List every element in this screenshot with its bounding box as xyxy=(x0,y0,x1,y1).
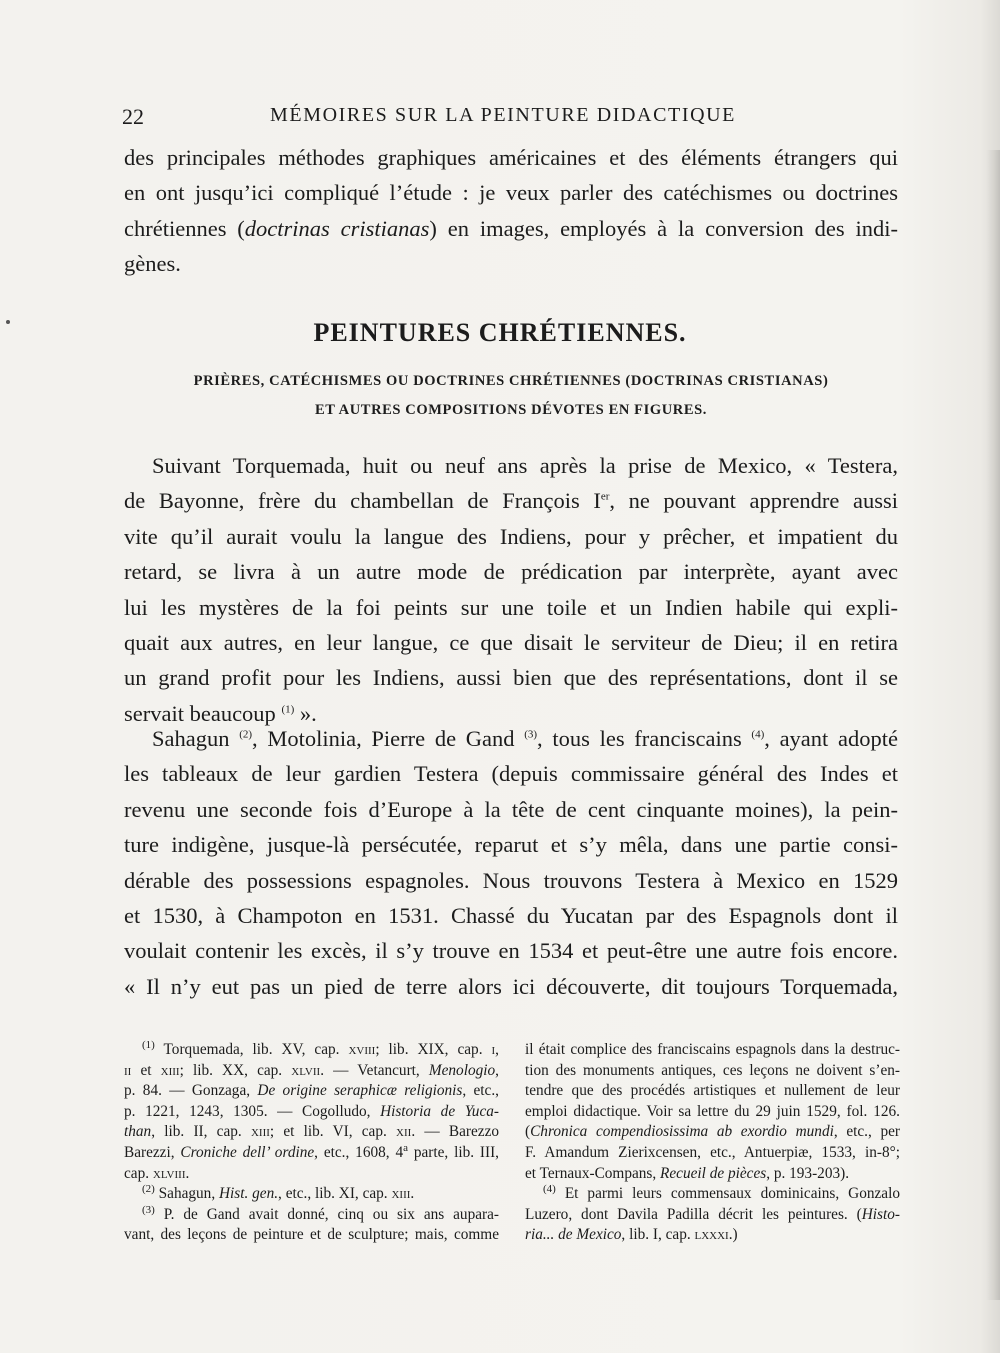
text-run: revenu une seconde fois d’Europe à la tête de cent cinquante moines), la pein- xyxy=(124,796,898,822)
text-run: . — Vetancurt, xyxy=(320,1061,429,1079)
footnote-line xyxy=(124,1205,499,1226)
text-run: quait aux autres, en leur langue, ce que disait le serviteur de Dieu; il en retira xyxy=(124,629,898,655)
text-line xyxy=(124,625,898,660)
text-run: de Bayonne, frère du chambellan de François I xyxy=(124,488,601,514)
text-run: les tableaux de leur gardien Testera (depuis commissaire général des Indes et xyxy=(124,761,898,787)
footnote-line xyxy=(525,1184,900,1205)
text-run: Et parmi leurs commensaux dominicains, Gonzalo xyxy=(555,1185,900,1203)
page-number: 22 xyxy=(122,104,144,129)
text-line xyxy=(124,246,898,281)
text-run: , tous les franciscains xyxy=(537,726,752,751)
text-line xyxy=(124,863,898,898)
section-subtitle-line: ET AUTRES COMPOSITIONS DÉVOTES EN FIGURES. xyxy=(314,402,708,418)
text-run: , etc., xyxy=(462,1082,499,1100)
text-run: gènes. xyxy=(124,251,181,277)
text-run: .) xyxy=(728,1226,738,1244)
note-reference: er xyxy=(600,490,610,503)
text-run: F. Amandum Zierixcensen, etc., Antuerpiæ, 1533, in-8°; xyxy=(525,1143,900,1161)
text-run: p. 1221, 1243, 1305. — Cogolludo, xyxy=(124,1102,381,1120)
text-run: ; et lib. VI, cap. xyxy=(269,1123,397,1141)
text-run: ) en images, employés à la conversion des indi- xyxy=(429,215,898,241)
paragraph-testera xyxy=(124,448,898,731)
text-run: cap. xyxy=(124,1164,153,1182)
paragraph-sahagun xyxy=(124,721,898,1004)
italic-text: Hist. gen. xyxy=(218,1185,279,1203)
text-run: Sahagun, xyxy=(154,1185,219,1203)
text-run: xviii xyxy=(348,1041,376,1058)
footnote-line xyxy=(525,1081,900,1102)
text-run: i xyxy=(491,1041,496,1058)
text-run: Suivant Torquemada, huit ou neuf ans après la prise de Mexico, « Testera, xyxy=(152,453,898,478)
text-line xyxy=(124,448,898,483)
text-line xyxy=(124,827,898,862)
text-run: , xyxy=(495,1061,499,1079)
footnote-line xyxy=(124,1040,499,1061)
text-run: servait beaucoup xyxy=(124,700,282,726)
text-run: chrétiennes ( xyxy=(124,215,245,241)
text-run: dérable des possessions espagnoles. Nous trouvons Testera à Mexico en 1529 xyxy=(124,867,898,893)
text-run: xii xyxy=(396,1123,412,1141)
footnotes-right-column xyxy=(525,1040,900,1246)
footnote-line xyxy=(525,1205,900,1226)
footnote-line xyxy=(124,1164,499,1185)
text-run: ». xyxy=(294,700,317,726)
italic-text: than xyxy=(124,1123,152,1141)
text-line xyxy=(124,792,898,827)
footnote-line xyxy=(124,1081,499,1102)
note-reference: (3) xyxy=(142,1203,155,1216)
text-run: Torquemada, lib. XV, cap. xyxy=(154,1041,349,1058)
section-subtitle xyxy=(124,367,898,425)
text-line xyxy=(124,140,898,175)
text-run: . xyxy=(185,1164,190,1182)
note-reference: (2) xyxy=(239,728,253,741)
text-run: , ne pouvant apprendre aussi xyxy=(609,488,898,514)
footnote-line xyxy=(525,1143,900,1164)
italic-text: Histo- xyxy=(861,1205,900,1223)
footnote-line xyxy=(124,1061,499,1082)
text-run: tion des monuments antiques, ces leçons ne doivent s’en- xyxy=(525,1061,900,1079)
note-reference: (1) xyxy=(142,1038,155,1051)
text-run: et xyxy=(131,1061,161,1079)
italic-text: Menologio xyxy=(428,1061,496,1079)
text-run: ture indigène, jusque-là persécutée, reparut et s’y mêla, dans une partie consi- xyxy=(124,832,898,858)
text-run: ii xyxy=(124,1061,132,1079)
text-run: . xyxy=(410,1185,415,1203)
text-run: retard, se livra à un autre mode de prédication par interprète, ayant avec xyxy=(124,559,898,585)
note-reference: (2) xyxy=(142,1183,155,1196)
text-run: emploi didactique. Voir sa lettre du 29 juin 1529, fol. 126. xyxy=(525,1102,900,1120)
running-header xyxy=(122,104,897,134)
text-line xyxy=(124,554,898,589)
text-run: . — Barezzo xyxy=(411,1123,500,1141)
text-run: , etc., 1608, 4 xyxy=(314,1143,404,1161)
text-run: un grand profit pour les Indiens, aussi bien que des représentations, dont il se xyxy=(124,665,898,691)
running-title: MÉMOIRES SUR LA PEINTURE DIDACTIQUE xyxy=(270,104,736,126)
text-line xyxy=(124,898,898,933)
text-run: , lib. II, cap. xyxy=(151,1123,251,1141)
text-run: ; lib. XX, cap. xyxy=(179,1061,292,1079)
text-run: parte, lib. III, xyxy=(407,1143,500,1161)
text-line xyxy=(124,660,898,695)
text-run: il était complice des franciscains espagnols dans la destruc- xyxy=(525,1041,900,1058)
footnote-line xyxy=(525,1122,900,1143)
text-run: , etc., lib. XI, cap. xyxy=(278,1185,392,1203)
footnote-line xyxy=(525,1040,900,1061)
text-run: xiii xyxy=(391,1185,411,1203)
text-run: , Motolinia, Pierre de Gand xyxy=(252,726,525,751)
text-run: Sahagun xyxy=(152,726,240,751)
note-reference: (4) xyxy=(751,728,765,741)
text-run: , ayant adopté xyxy=(764,726,898,751)
text-line xyxy=(124,590,898,625)
text-run: ( xyxy=(525,1123,531,1141)
text-run: , lib. I, cap. xyxy=(621,1226,695,1244)
text-run: , p. 193-203). xyxy=(766,1164,850,1182)
note-reference: (1) xyxy=(281,703,295,716)
italic-text: doctrinas cristianas xyxy=(244,215,430,241)
text-run: Barezzi, xyxy=(124,1143,181,1161)
text-run: « Il n’y eut pas un pied de terre alors ici découverte, dit toujours Torquemada, xyxy=(124,973,898,999)
footnotes-left-column xyxy=(124,1040,499,1246)
note-reference: (4) xyxy=(543,1183,556,1196)
text-run: xiii xyxy=(250,1123,270,1141)
text-run: xlviii xyxy=(152,1164,186,1182)
text-run: des principales méthodes graphiques américaines et des éléments étrangers qui xyxy=(124,145,898,170)
italic-text: ria... de Mexico xyxy=(525,1226,622,1244)
footnotes xyxy=(124,1040,898,1300)
text-line xyxy=(124,721,898,756)
footnote-line xyxy=(525,1102,900,1123)
italic-text: Chronica compendiosissima ab exordio mundi xyxy=(530,1123,834,1141)
text-line xyxy=(124,519,898,554)
italic-text: De origine seraphicæ religionis xyxy=(257,1082,463,1100)
text-run: en ont jusqu’ici compliqué l’étude : je veux parler des catéchismes ou doctrines xyxy=(124,180,898,206)
footnote-line xyxy=(525,1225,900,1246)
note-reference: (3) xyxy=(524,728,538,741)
footnote-line xyxy=(124,1225,499,1246)
text-line xyxy=(124,175,898,210)
italic-text: Recueil de pièces xyxy=(660,1164,767,1182)
text-run: ; lib. XIX, cap. xyxy=(375,1041,492,1058)
text-run: , etc., per xyxy=(833,1123,900,1141)
footnote-line xyxy=(525,1061,900,1082)
text-run: tendre que des procédés artistiques et nullement de leur xyxy=(525,1082,900,1100)
italic-text: Historia de Yuca- xyxy=(380,1102,499,1120)
text-run: xiii xyxy=(160,1061,180,1079)
text-line xyxy=(124,211,898,246)
text-run: xlvii xyxy=(291,1061,321,1079)
footnote-line xyxy=(124,1143,499,1164)
footnote-line xyxy=(124,1184,499,1205)
text-run: vant, des leçons de peinture et de sculpture; mais, comme xyxy=(124,1226,499,1244)
text-run: et 1530, à Champoton en 1531. Chassé du Yucatan par des Espagnols dont il xyxy=(124,902,898,928)
text-run: et Ternaux-Compans, xyxy=(525,1164,661,1182)
text-run: P. de Gand avait donné, cinq ou six ans aupara- xyxy=(154,1205,499,1223)
footnote-line xyxy=(525,1164,900,1185)
text-run: Luzero, dont Davila Padilla décrit les peintures. ( xyxy=(525,1205,862,1223)
footnote-line xyxy=(124,1122,499,1143)
text-line xyxy=(124,933,898,968)
italic-text: Croniche dell’ ordine xyxy=(180,1143,315,1161)
section-title: PEINTURES CHRÉTIENNES. xyxy=(313,318,687,347)
footnote-line xyxy=(124,1102,499,1123)
section-subtitle-line: PRIÈRES, CATÉCHISMES OU DOCTRINES CHRÉTIENNES (DOCTRINAS CRISTIANAS) xyxy=(193,373,829,389)
intro-paragraph xyxy=(124,140,898,282)
text-run: lui les mystères de la foi peints sur une toile et un Indien habile qui expli- xyxy=(124,594,898,620)
text-line xyxy=(124,969,898,1004)
text-run: lxxxi xyxy=(694,1226,729,1244)
text-run: voulait contenir les excès, il s’y trouve en 1534 et peut-être une autre fois encore. xyxy=(124,938,898,964)
note-reference: a xyxy=(403,1141,408,1154)
text-line xyxy=(124,756,898,791)
text-run: , xyxy=(495,1041,499,1058)
text-run: p. 84. — Gonzaga, xyxy=(124,1082,258,1100)
text-run: vite qu’il aurait voulu la langue des Indiens, pour y prêcher, et impatient du xyxy=(124,523,898,549)
text-line xyxy=(124,483,898,518)
